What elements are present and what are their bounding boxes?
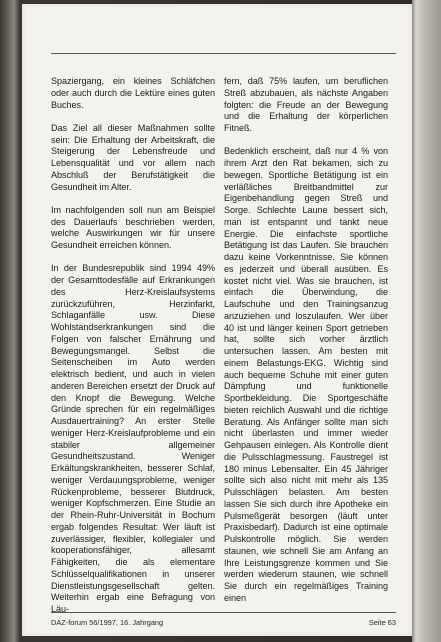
header-rule: [51, 53, 396, 54]
paragraph: fern, daß 75% laufen, um beruflichen Streß abzubauen, als nächste Angaben folgten: die Freude an der Bewegung und die Erhaltung der körperlichen Fitneß.: [224, 76, 388, 133]
paragraph: In der Bundesrepublik sind 1994 49% der Gesamttodesfälle auf Erkrankungen des Herz-Kreislaufsystems zurückzuführen, Herzinfarkt, Schlaganfälle usw. Diese Wohlstandserkrankungen sind die Folgen von falscher Ernährung und Bewegungsmangel. Selbst die Seitenscheiben im Auto werden elektrisch bedient, und auch in vielen anderen Bereichen ersetzt der Druck auf den Knopf die Bewegung. Welche Gründe sprechen für ein regelmäßiges Ausdauertraining? An erster Stelle weniger Herz-Kreislaufprobleme und ein stabiler allgemeiner Gesundheitszustand. Weniger Erkältungskrankheiten, besserer Schlaf, weniger Verdauungsprobleme, weniger Rückenprobleme, besserer Blutdruck, weniger Kopfschmerzen. Eine Studie an der Rhein-Ruhr-Universität in Bochum ergab folgendes Resultat: Wer läuft ist zuverlässiger, flexibler, kollegialer und kooperationsfähiger, allesamt Fähigkeiten, die als elementare Schlüsselqualifikationen in unserer Dienstleistungsgesellschaft gelten. Weiterhin ergab eine Befragung von Läu-: [51, 263, 215, 614]
right-column: [224, 76, 388, 616]
paragraph: Bedenklich erscheint, daß nur 4 % von ihrem Arzt den Rat bekamen, sich zu bewegen. Sportliche Betätigung ist ein verläßliches Breitbandmittel zur Eigenbehandlung gegen Streß und Sorge. Schlechte Laune bessert sich, man ist entspannt und tankt neue Energie. Die einfachste sportliche Betätigung ist das Laufen. Sie brauchen dazu keine Vorkenntnisse. Sie können es jederzeit und überall ausüben. Es kostet nicht viel. Was sie brauchen, ist einfach die Überwindung, die Laufschuhe und den Trainingsanzug anzuziehen und loszulaufen. Wer über 40 ist und länger keinen Sport getrieben hat, sollte sich vorher ärztlich untersuchen lassen. Am besten mit einem Belastungs-EKG. Wichtig sind auch bequeme Schuhe mit einer guten Dämpfung und funktionelle Sportbekleidung. Die Sportgeschäfte bieten reichlich Auswahl und die richtige Beratung. Als Anfänger sollte man sich nicht überlasten und immer wieder Gehpausen einlegen. Als Kontrolle dient die Pulsschlagmessung. Faustregel ist 180 minus Lebensalter. Ein 45 Jähriger sollte sich also nicht mit mehr als 135 Pulsschlägen belasten. Am besten lassen Sie sich durch ihre Apotheke ein Pulsmeßgerät besorgen (läuft unter Praxisbedarf). Dadurch ist eine optimale Pulskontrolle möglich. Sie werden staunen, wie schnell Sie am Anfang an Ihre Leistungsgrenze kommen und Sie werden wiederum staunen, wie schnell Sie durch ein regelmäßiges Training einen: [224, 146, 388, 603]
paragraph: Im nachfolgenden soll nun am Beispiel des Dauerlaufs beschrieben werden, welche Auswirkungen wir für unsere Gesundheit erreichen können.: [51, 204, 215, 250]
paragraph: Spaziergang, ein kleines Schläfchen oder auch durch die Lektüre eines guten Buches.: [51, 76, 215, 110]
page-edge: [412, 0, 441, 642]
paragraph: Das Ziel all dieser Maßnahmen sollte sein: Die Erhaltung der Arbeitskraft, die Steigerung der Lebensfreude und Lebensqualität und vor allem nach Abschluß der Berufstätigkeit die Gesundheit im Alter.: [51, 122, 215, 192]
document-page: [22, 4, 412, 636]
left-column: [51, 76, 215, 627]
footer-publication: DAZ-forum 56/1997, 16. Jahrgang: [51, 618, 164, 627]
footer-rule: [51, 612, 396, 613]
page-number: Seite 63: [368, 618, 396, 627]
